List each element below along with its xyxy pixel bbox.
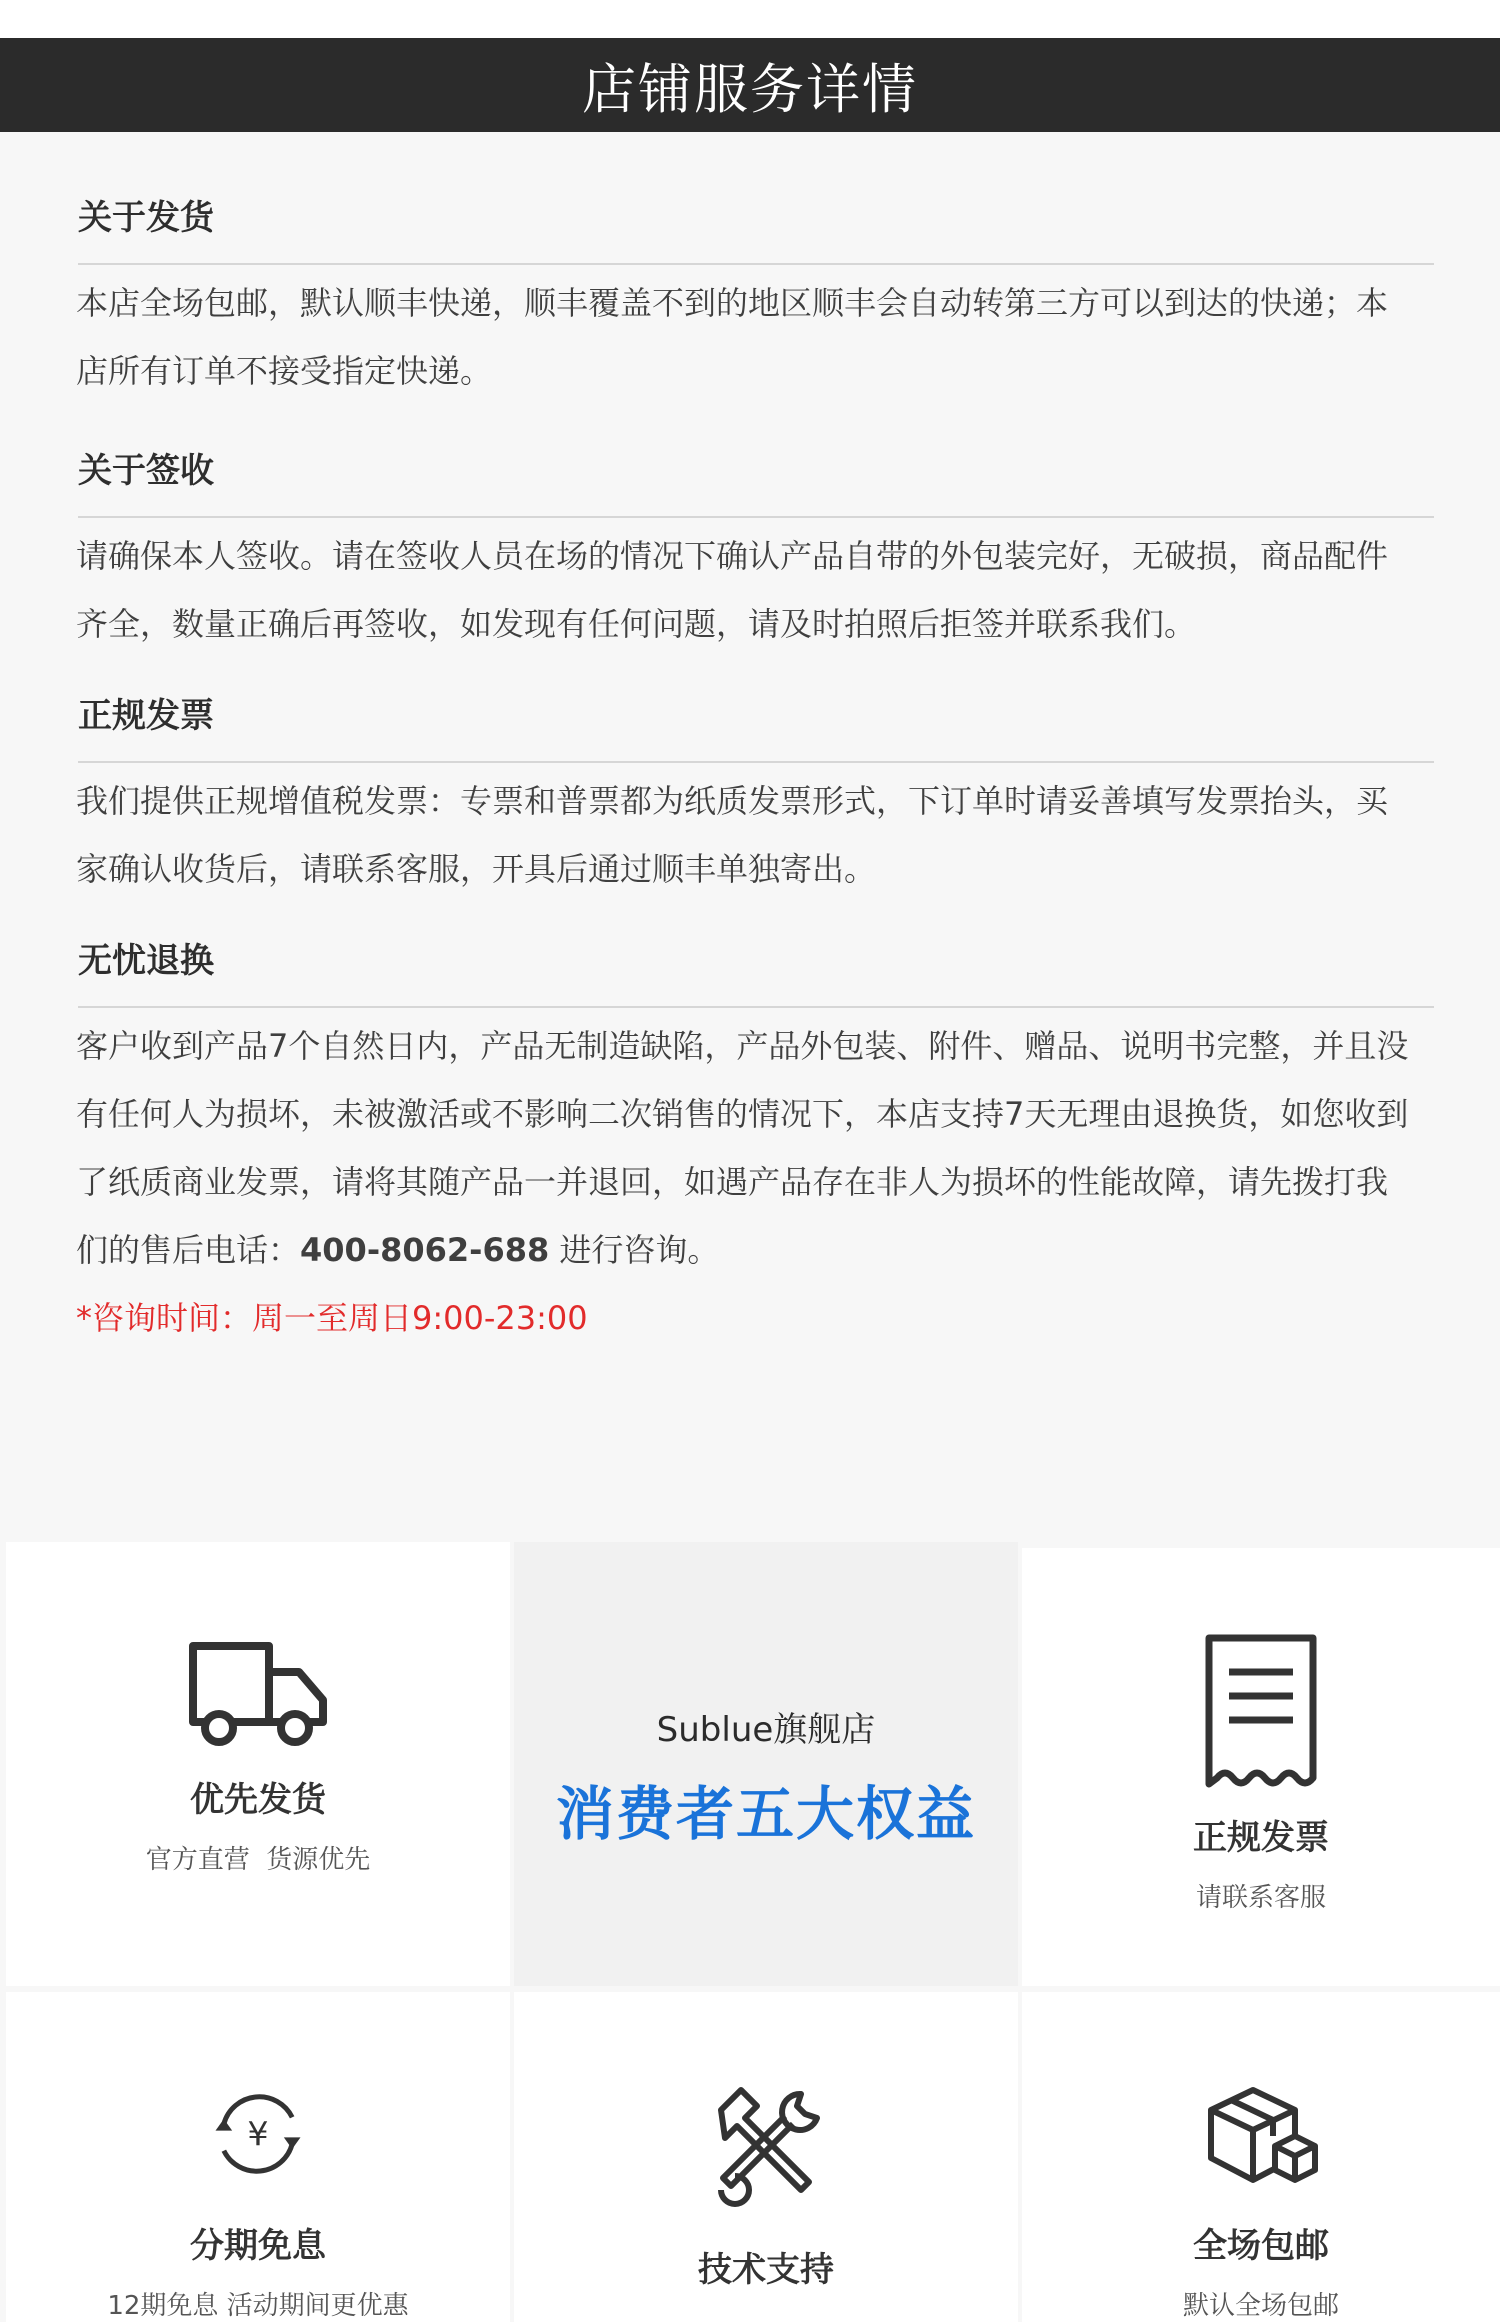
section-title-invoice: 正规发票 xyxy=(78,696,214,736)
benefit-invoice xyxy=(1022,1548,1500,1986)
benefit-subtitle: 官方直营 货源优先 xyxy=(145,1845,371,1875)
section-title-shipping: 关于发货 xyxy=(78,198,214,238)
package-icon xyxy=(1201,2076,1321,2196)
truck-icon xyxy=(183,1632,333,1752)
section-text-invoice: 我们提供正规增值税发票：专票和普票都为纸质发票形式，下订单时请妥善填写发票抬头，买家确认收货后，请联系客服，开具后通过顺丰单独寄出。 xyxy=(76,782,1389,888)
benefit-tech-support xyxy=(514,1992,1018,2322)
tools-icon xyxy=(701,2080,831,2210)
benefits-grid xyxy=(0,1542,1500,2322)
installment-yen-icon xyxy=(193,2084,323,2184)
section-shipping xyxy=(74,132,1434,405)
benefit-priority-shipping xyxy=(6,1542,510,1986)
top-strip xyxy=(0,0,1500,38)
benefit-installment xyxy=(6,1992,510,2322)
service-details xyxy=(0,132,1434,1352)
benefit-free-shipping xyxy=(1022,1992,1500,2322)
benefit-title: 全场包邮 xyxy=(1193,2226,1329,2266)
consult-time: *咨询时间：周一至周日9:00-23:00 xyxy=(76,1299,588,1337)
page-title: 店铺服务详情 xyxy=(0,38,1500,132)
svg-text:¥: ¥ xyxy=(247,2114,269,2154)
brand-name: Sublue旗舰店 xyxy=(656,1710,876,1750)
benefit-subtitle: 默认全场包邮 xyxy=(1182,2291,1339,2321)
after-sales-phone[interactable]: 400-8062-688 xyxy=(300,1231,550,1269)
section-signing xyxy=(74,405,1434,658)
returns-text-end: 进行咨询。 xyxy=(549,1231,720,1269)
section-text-returns xyxy=(74,1012,1416,1284)
section-returns xyxy=(74,903,1434,1352)
benefit-title: 正规发票 xyxy=(1193,1818,1329,1858)
section-text-signing: 请确保本人签收。请在签收人员在场的情况下确认产品自带的外包装完好，无破损，商品配件齐全，数量正确后再签收，如发现有任何问题，请及时拍照后拒签并联系我们。 xyxy=(76,537,1389,643)
section-title-returns: 无忧退换 xyxy=(78,941,214,981)
section-title-signing: 关于签收 xyxy=(78,451,214,491)
benefit-title: 分期免息 xyxy=(190,2226,326,2266)
section-text-shipping: 本店全场包邮，默认顺丰快递，顺丰覆盖不到的地区顺丰会自动转第三方可以到达的快递；本店所有订单不接受指定快递。 xyxy=(76,284,1389,390)
section-invoice xyxy=(74,658,1434,903)
brand-title: 消费者五大权益 xyxy=(555,1780,976,1848)
benefit-title: 优先发货 xyxy=(190,1780,326,1820)
benefit-subtitle: 12期免息 活动期间更优惠 xyxy=(107,2291,409,2321)
receipt-icon xyxy=(1201,1632,1321,1796)
benefit-title: 技术支持 xyxy=(698,2250,834,2290)
benefit-subtitle: 请联系客服 xyxy=(1195,1883,1326,1913)
returns-text: 客户收到产品7个自然日内，产品无制造缺陷，产品外包装、附件、赠品、说明书完整，并且没有任何人为损坏，未被激活或不影响二次销售的情况下，本店支持7天无理由退换货，如您收到了纸质商业发票，请将其随产品一并退回，如遇产品存在非人为损坏的性能故障，请先拨打我们的售后电话： xyxy=(76,1027,1409,1269)
benefit-brand xyxy=(514,1542,1018,1986)
